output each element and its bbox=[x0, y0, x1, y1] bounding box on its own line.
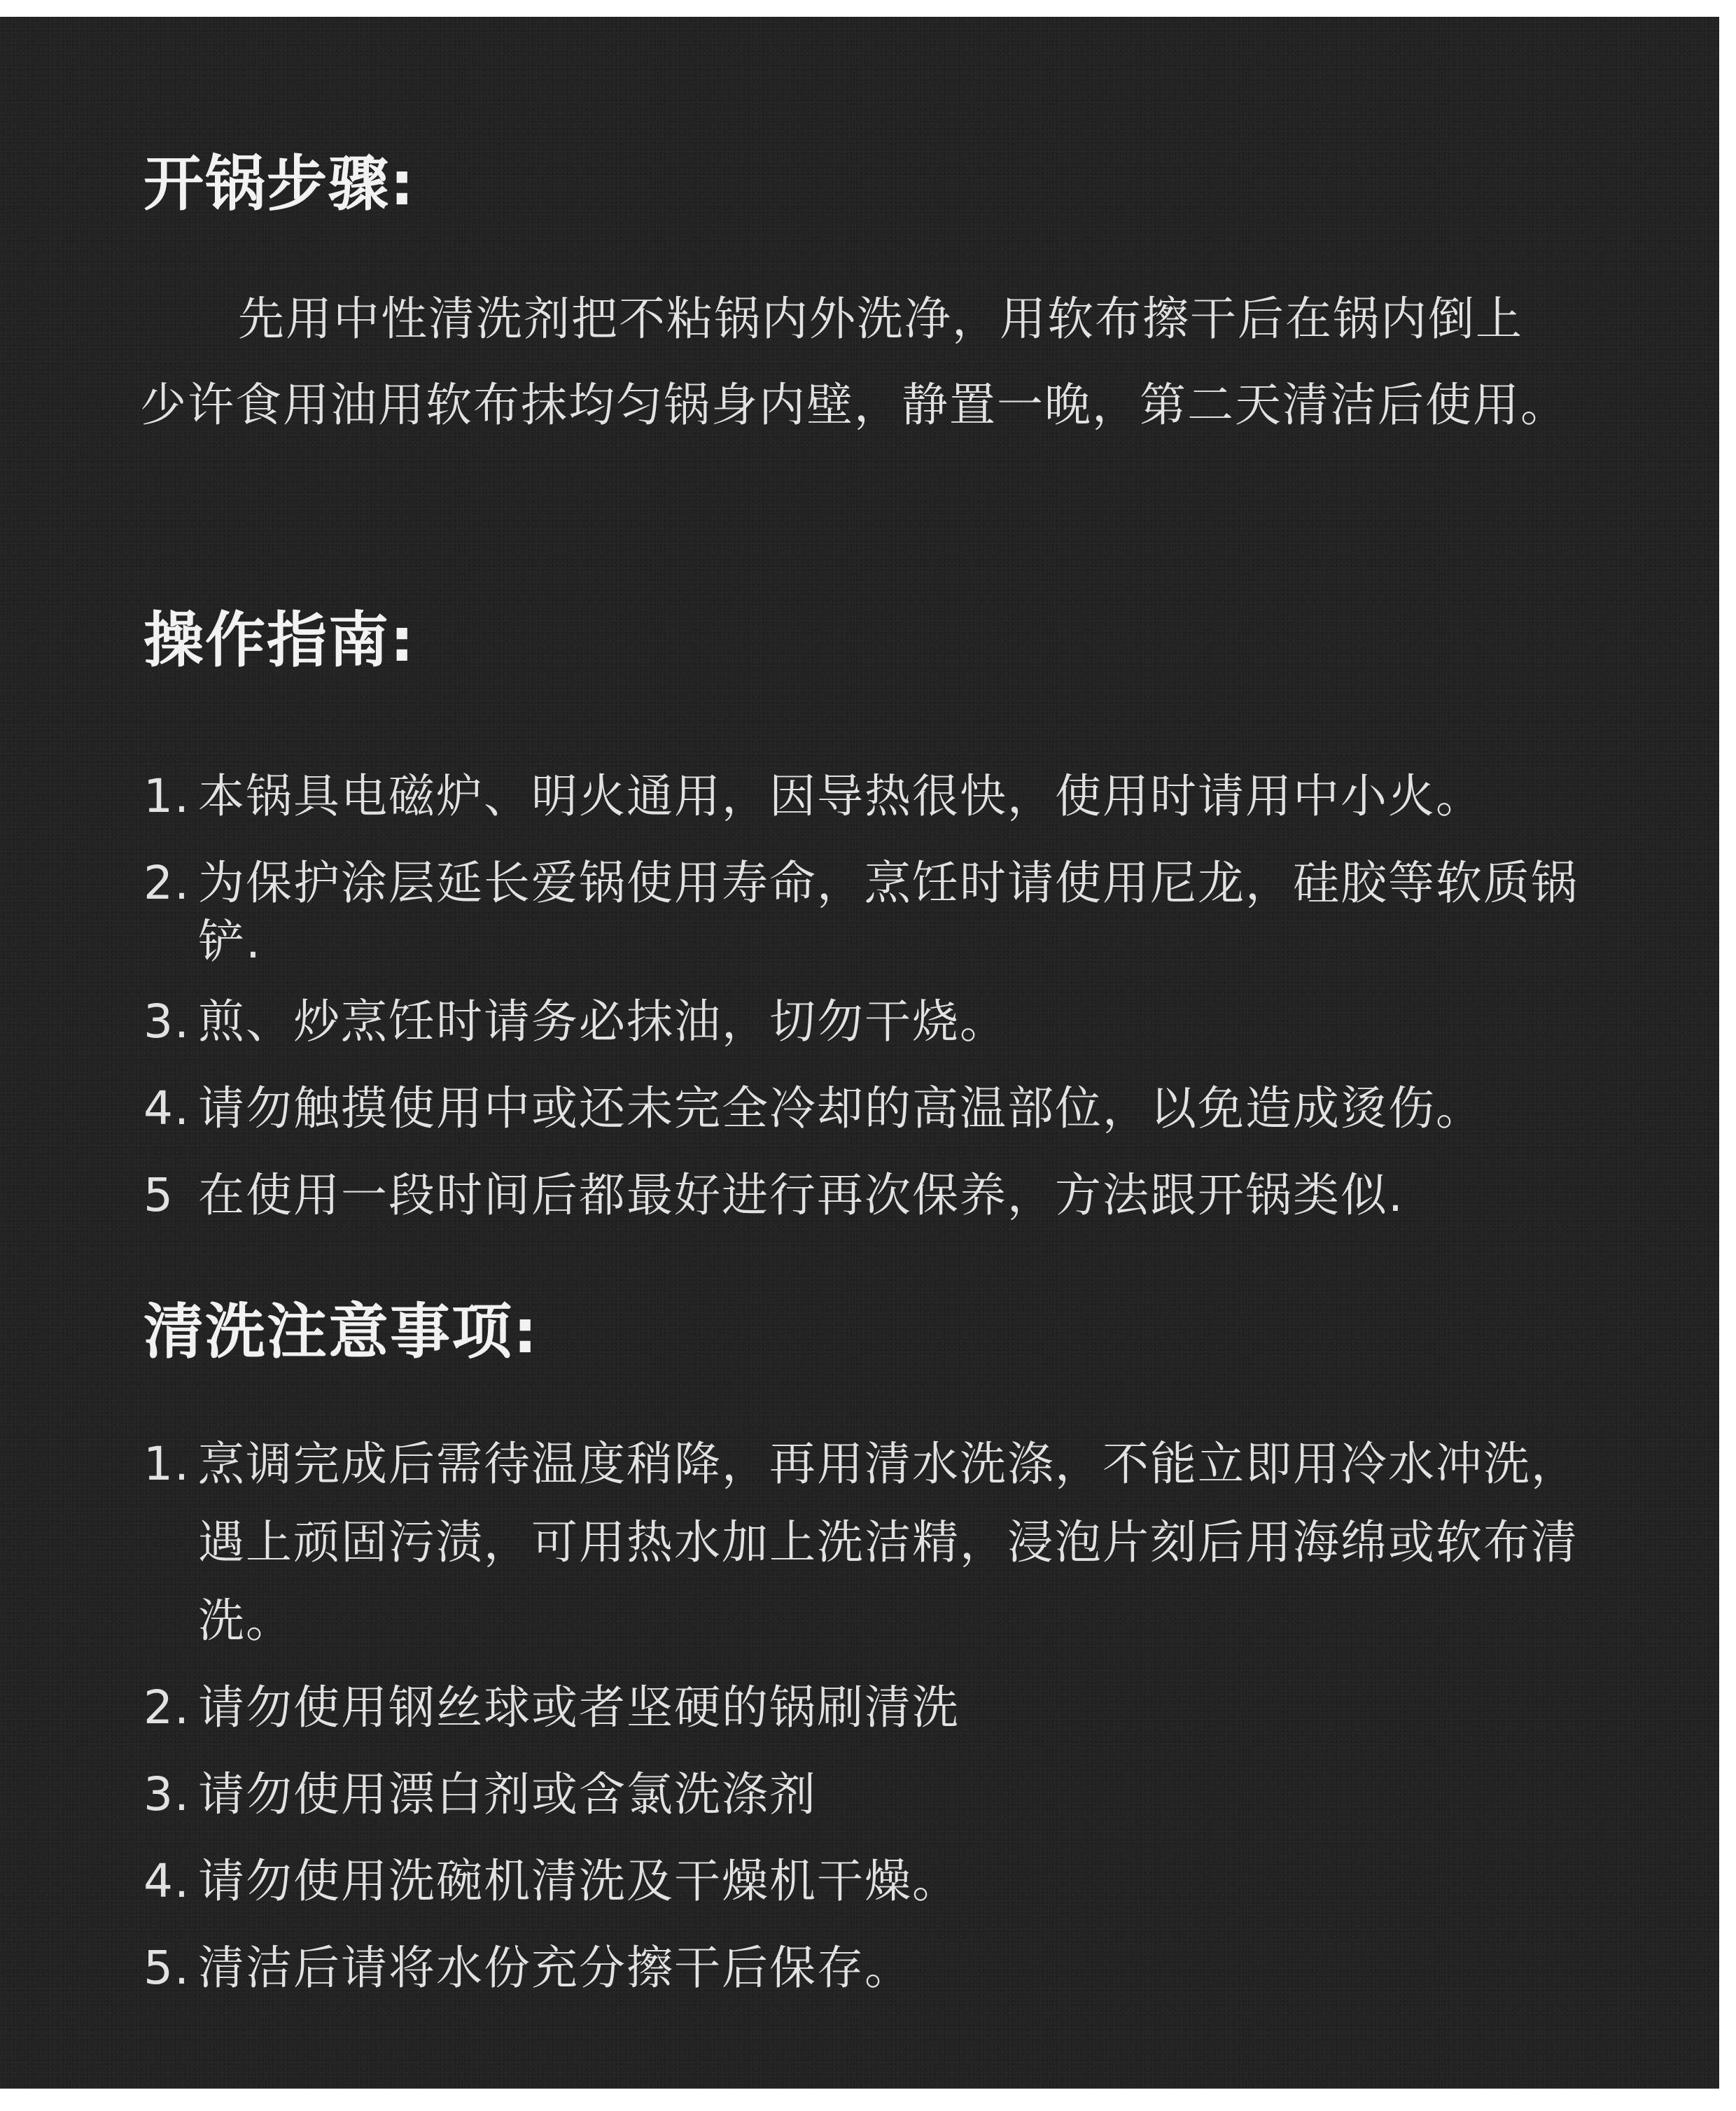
list-item bbox=[144, 1425, 1600, 1660]
list-item-text: 煎、炒烹饪时请务必抹油，切勿干烧。 bbox=[198, 995, 1007, 1049]
list-item-number: 5. bbox=[144, 1941, 190, 1995]
instructions-panel bbox=[0, 17, 1719, 2089]
list-item-text: 请勿触摸使用中或还未完全冷却的高温部位，以免造成烫伤。 bbox=[198, 1081, 1483, 1135]
list-item-number: 4. bbox=[144, 1081, 190, 1135]
list-item-number: 1. bbox=[144, 769, 190, 823]
list-item-text: 在使用一段时间后都最好进行再次保养，方法跟开锅类似. bbox=[198, 1168, 1404, 1222]
list-item bbox=[144, 1842, 1600, 1921]
list-item-text: 本锅具电磁炉、明火通用，因导热很快，使用时请用中小火。 bbox=[198, 769, 1483, 823]
operation-guide-list bbox=[144, 767, 1600, 1225]
list-item-text: 为保护涂层延长爱锅使用寿命，烹饪时请使用尼龙，硅胶等软质锅铲. bbox=[198, 856, 1578, 969]
list-item bbox=[144, 1079, 1600, 1138]
opening-steps-text: 先用中性清洗剂把不粘锅内外洗净，用软布擦干后在锅内倒上少许食用油用软布抹均匀锅身内壁，静置一晚，第二天清洁后使用。 bbox=[140, 292, 1568, 432]
operation-guide-title: 操作指南: bbox=[144, 605, 416, 675]
list-item-number: 3. bbox=[144, 995, 190, 1049]
list-item-number: 1. bbox=[144, 1437, 190, 1491]
list-item bbox=[144, 854, 1600, 972]
list-item-number: 3. bbox=[144, 1767, 190, 1821]
cleaning-notes-list bbox=[144, 1425, 1600, 2007]
opening-steps-title: 开锅步骤: bbox=[144, 149, 416, 219]
list-item bbox=[144, 1166, 1600, 1225]
list-item-text: 清洁后请将水份充分擦干后保存。 bbox=[198, 1941, 912, 1995]
list-item-text: 请勿使用钢丝球或者坚硬的锅刷清洗 bbox=[198, 1681, 960, 1734]
list-item bbox=[144, 1929, 1600, 2007]
list-item bbox=[144, 993, 1600, 1051]
list-item bbox=[144, 1755, 1600, 1834]
list-item-number: 2. bbox=[144, 856, 190, 910]
list-item-number: 5 bbox=[144, 1168, 174, 1222]
list-item-text: 请勿使用漂白剂或含氯洗涤剂 bbox=[198, 1767, 817, 1821]
list-item bbox=[144, 767, 1600, 826]
list-item bbox=[144, 1669, 1600, 1747]
list-item-number: 2. bbox=[144, 1681, 190, 1734]
cleaning-notes-title: 清洗注意事项: bbox=[144, 1297, 539, 1367]
list-item-text: 请勿使用洗碗机清洗及干燥机干燥。 bbox=[198, 1854, 960, 1908]
list-item-number: 4. bbox=[144, 1854, 190, 1908]
list-item-text: 烹调完成后需待温度稍降，再用清水洗涤，不能立即用冷水冲洗，遇上顽固污渍，可用热水加上洗洁精，浸泡片刻后用海绵或软布清洗。 bbox=[198, 1437, 1578, 1648]
